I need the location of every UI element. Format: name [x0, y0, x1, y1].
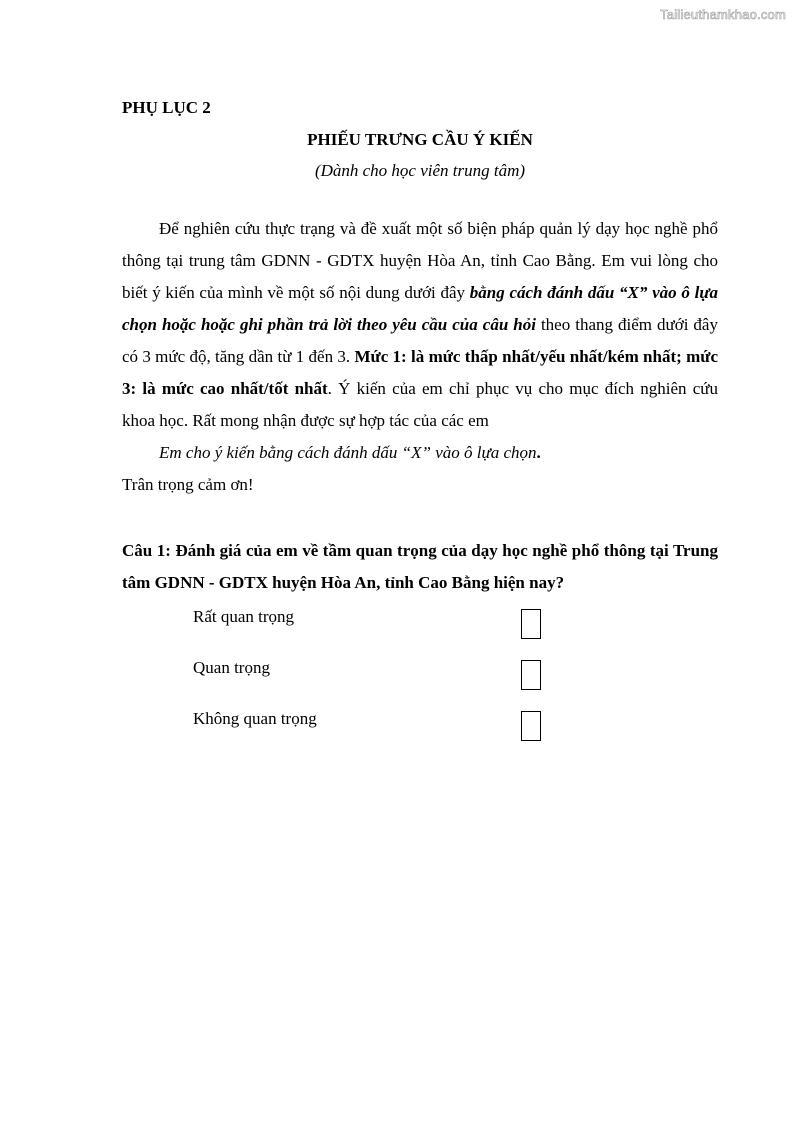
instruction-text: Em cho ý kiến bằng cách đánh dấu “X” vào ô lựa chọn	[159, 443, 537, 462]
intro-text-2: theo thang điểm dưới đây có 3 mức độ, tăng dần từ 1 đến 3.	[122, 315, 718, 366]
instruction-end: .	[536, 443, 541, 462]
thanks-line: Trân trọng cảm ơn!	[122, 475, 254, 494]
scale-description: Mức 1: là mức thấp nhất/yếu nhất/kém nhất; mức 3: là mức cao nhất/tốt nhất	[122, 347, 718, 398]
option-item	[122, 656, 718, 707]
option-label: Quan trọng	[193, 658, 270, 677]
survey-subtitle: (Dành cho học viên trung tâm)	[314, 161, 526, 180]
option-item	[122, 707, 718, 758]
question-1-options	[122, 605, 718, 758]
intro-text-1: Để nghiên cứu thực trạng và đề xuất một số biện pháp quản lý dạy học nghề phổ thông tại trung tâm GDNN - GDTX huyện Hòa An, tỉnh Cao Bằng. Em vui lòng cho biết ý kiến của mình về một số nội dung dưới đây	[122, 219, 718, 302]
option-label: Rất quan trọng	[193, 607, 295, 626]
option-checkbox[interactable]	[521, 711, 541, 741]
appendix-heading: PHỤ LỤC 2	[122, 98, 211, 117]
option-label: Không quan trọng	[193, 709, 317, 728]
instruction-line	[122, 437, 718, 469]
watermark: Tailieuthamkhao.com	[660, 7, 786, 22]
option-checkbox[interactable]	[521, 660, 541, 690]
document-page	[122, 94, 718, 758]
intro-paragraph	[122, 213, 718, 437]
question-1: Câu 1: Đánh giá của em về tầm quan trọng của dạy học nghề phổ thông tại Trung tâm GDNN - GDTX huyện Hòa An, tỉnh Cao Bằng hiện nay?	[122, 541, 718, 592]
intro-emphasis: bằng cách đánh dấu “X” vào ô lựa chọn hoặc hoặc ghi phần trả lời theo yêu cầu của câu hỏi	[122, 283, 718, 334]
option-checkbox[interactable]	[521, 609, 541, 639]
intro-text-3: . Ý kiến của em chỉ phục vụ cho mục đích nghiên cứu khoa học. Rất mong nhận được sự hợp tác của các em	[122, 379, 718, 430]
option-item	[122, 605, 718, 656]
survey-title: PHIẾU TRƯNG CẦU Ý KIẾN	[307, 130, 533, 149]
